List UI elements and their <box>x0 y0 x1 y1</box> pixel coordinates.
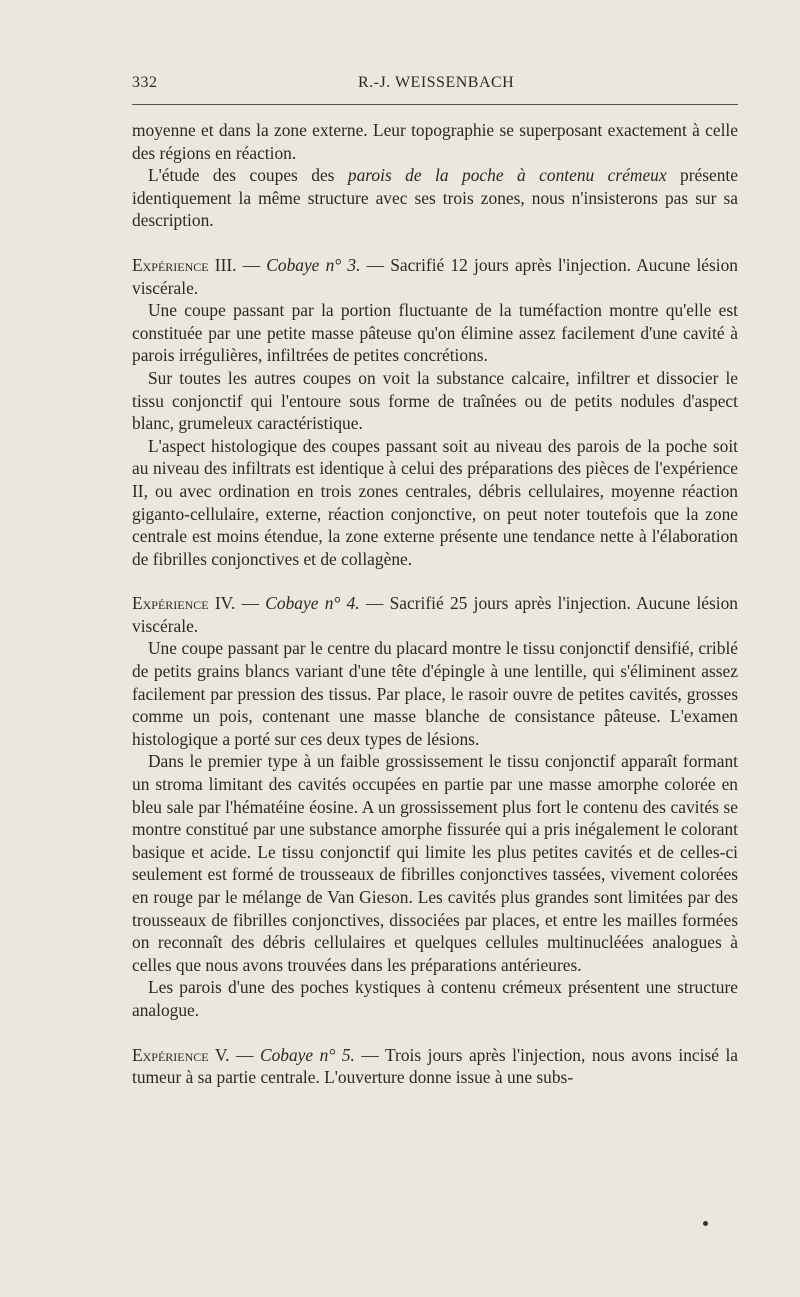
body-text <box>132 119 738 1089</box>
experience-5-label: Expérience V. <box>132 1044 230 1065</box>
experience-4-dash: — <box>235 593 266 614</box>
experience-5-heading <box>132 1044 738 1089</box>
paragraph-3: Une coupe passant par la portion fluctuante de la tuméfaction montre qu'elle est constituée par une petite masse pâteuse qu'on élimine assez facilement d'une cavité à parois irrégulières, infiltrées de petites concrétions. <box>132 300 738 366</box>
experience-3-dash: — <box>236 254 267 275</box>
paragraph-8: Les parois d'une des poches kystiques à contenu crémeux présentent une structure analogue. <box>132 977 738 1020</box>
paragraph-1: moyenne et dans la zone externe. Leur topographie se superposant exactement à celle des régions en réaction. <box>132 120 738 163</box>
paragraph-6: Une coupe passant par le centre du placard montre le tissu conjonctif densifié, criblé de petits grains blancs variant d'une tête d'épingle à une lentille, qui s'éliminent assez facilement par pression des tissus. Par place, le rasoir ouvre de petites cavités, grosses comme un pois, contenant une masse blanche de consistance pâteuse. L'examen histologique a porté sur ces deux types de lésions. <box>132 638 738 749</box>
experience-5-rest: — Trois jours après l'injection, nous avons incisé la tumeur à sa partie centrale. L'ouverture donne issue à une subs- <box>132 1044 739 1088</box>
paragraph-2 <box>132 164 738 232</box>
paragraph-2-italic: parois de la poche à contenu crémeux <box>347 165 667 186</box>
experience-5-subject: Cobaye n° 5. <box>259 1044 355 1065</box>
running-title: R.-J. WEISSENBACH <box>358 74 515 91</box>
header-rule <box>132 104 738 105</box>
experience-4-heading <box>132 592 738 637</box>
experience-3-heading <box>132 254 738 299</box>
experience-4-subject: Cobaye n° 4. <box>265 593 360 614</box>
experience-3-subject: Cobaye n° 3. <box>266 254 361 275</box>
paragraph-5: L'aspect histologique des coupes passant soit au niveau des parois de la poche soit au niveau des infiltrats est identique à celui des préparations des pièces de l'expérience II, ou avec ordination en trois zones centrales, débris cellulaires, moyenne réaction giganto-cellulaire, externe, réaction conjonctive, on peut noter toutefois que la zone centrale est moins étendue, la zone externe présente une tendance nette à l'élaboration de fibrilles conjonctives et de collagène. <box>132 435 738 569</box>
experience-3-label: Expérience III. <box>132 254 237 275</box>
paragraph-2-end: présente identiquement la même structure avec ses trois zones, nous n'insisterons pas sur sa description. <box>132 165 738 231</box>
page-header <box>132 74 738 98</box>
paragraph-7: Dans le premier type à un faible grossissement le tissu conjonctif apparaît formant un stroma limitant des cavités occupées en partie par une masse amorphe colorée en bleu sale par l'hématéine éosine. A un grossissement plus fort le contenu des cavités se montre constitué par une substance amorphe fissurée qui a pris inégalement le colorant basique et acide. Le tissu conjonctif qui limite les plus petites cavités et de celles-ci seulement est formé de trousseaux de fibrilles conjonctives tassées, vivement colorées en rouge par le mélange de Van Gieson. Les cavités plus grandes sont limitées par des trousseaux de fibrilles conjonctives, dissociées par places, et entre les mailles formées on reconnaît des débris cellulaires et quelques cellules multinucléées analogues à celles que nous avons trouvées dans les préparations antérieures. <box>132 751 738 975</box>
page-number: 332 <box>132 74 158 91</box>
paragraph-4: Sur toutes les autres coupes on voit la substance calcaire, infiltrer et dissocier le tissu conjonctif qui l'entoure sous forme de traînées ou de petits nodules d'aspect blanc, grumeleux caractéristique. <box>132 367 738 434</box>
paragraph-2-start: L'étude des coupes des <box>148 165 348 186</box>
experience-3-rest: — Sacrifié 12 jours après l'injection. Aucune lésion viscérale. <box>132 254 739 298</box>
experience-5-dash: — <box>229 1044 260 1065</box>
experience-4-label: Expérience IV. <box>132 593 236 614</box>
experience-4-rest: — Sacrifié 25 jours après l'injection. Aucune lésion viscérale. <box>132 593 739 636</box>
ink-spot <box>703 1221 708 1226</box>
